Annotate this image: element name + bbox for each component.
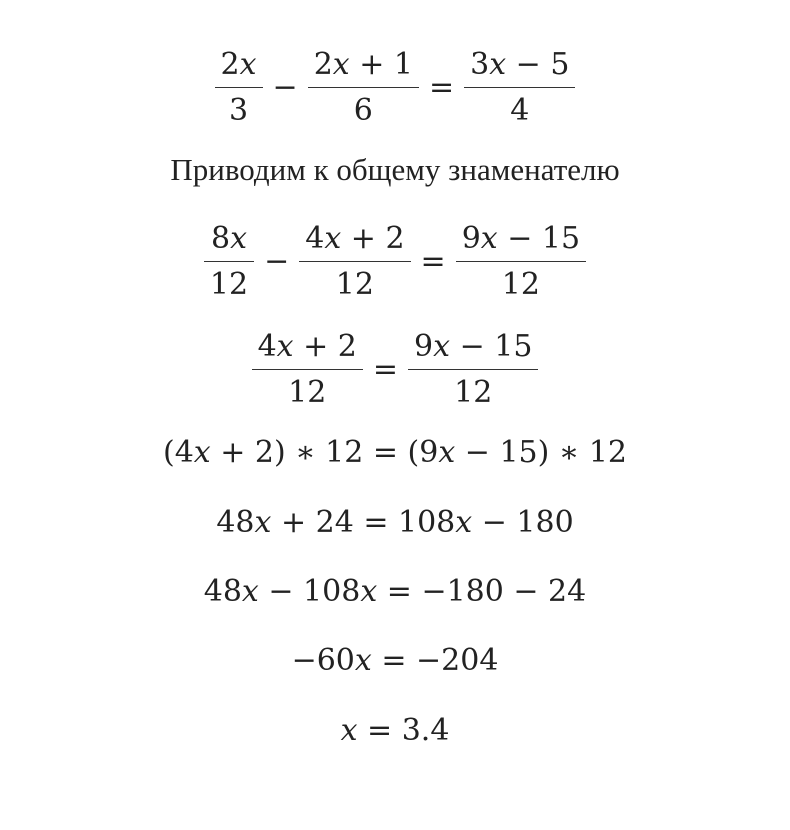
numerator: 8𝑥 [210, 221, 247, 256]
numerator: 2𝑥 [220, 47, 257, 82]
fraction-bar [299, 261, 410, 262]
fraction-4x-plus-2-over-12 [252, 330, 363, 410]
numerator: 2𝑥 + 1 [313, 47, 413, 82]
fraction-bar [464, 87, 575, 88]
equation-original [0, 48, 790, 128]
minus-operator: − [264, 244, 290, 279]
fraction-bar [408, 369, 538, 370]
fraction-9x-minus-15-over-12 [408, 330, 538, 410]
fraction-bar [456, 261, 586, 262]
numerator: 4𝑥 + 2 [305, 221, 405, 256]
equation-common-denominator [0, 222, 790, 302]
denominator: 4 [510, 92, 530, 128]
fraction-9x-minus-15-over-12 [456, 222, 586, 302]
step-expand: 48𝑥 + 24 = 108𝑥 − 180 [216, 505, 574, 540]
step-combine: −60𝑥 = −204 [291, 643, 499, 678]
step-answer: 𝑥 = 3.4 [340, 713, 450, 748]
equals-operator: = [429, 70, 455, 105]
fraction-2x-plus-1-over-6 [308, 48, 419, 128]
numerator: 4𝑥 + 2 [257, 329, 357, 364]
denominator: 12 [454, 374, 493, 410]
fraction-8x-over-12 [204, 222, 254, 302]
denominator: 3 [228, 92, 249, 128]
denominator: 12 [501, 266, 540, 302]
equation-simplified [0, 330, 790, 410]
minus-operator: − [272, 70, 298, 105]
denominator: 12 [209, 266, 249, 302]
numerator: 9𝑥 − 15 [414, 329, 533, 364]
denominator: 12 [335, 266, 374, 302]
common-denominator-heading: Приводим к общему знаменателю [170, 152, 620, 187]
fraction-2x-over-3 [215, 48, 263, 128]
step-collect-terms: 48𝑥 − 108𝑥 = −180 − 24 [203, 574, 587, 609]
denominator: 6 [353, 92, 373, 128]
fraction-4x-plus-2-over-12 [299, 222, 410, 302]
equals-operator: = [372, 352, 399, 387]
fraction-bar [204, 261, 254, 262]
equals-operator: = [420, 244, 446, 279]
denominator: 12 [288, 374, 327, 410]
fraction-bar [215, 87, 263, 88]
step-cross-multiply: (4𝑥 + 2) ∗ 12 = (9𝑥 − 15) ∗ 12 [163, 435, 627, 470]
fraction-bar [308, 87, 419, 88]
numerator: 3𝑥 − 5 [470, 47, 570, 82]
fraction-3x-minus-5-over-4 [464, 48, 575, 128]
fraction-bar [252, 369, 363, 370]
numerator: 9𝑥 − 15 [461, 221, 581, 256]
